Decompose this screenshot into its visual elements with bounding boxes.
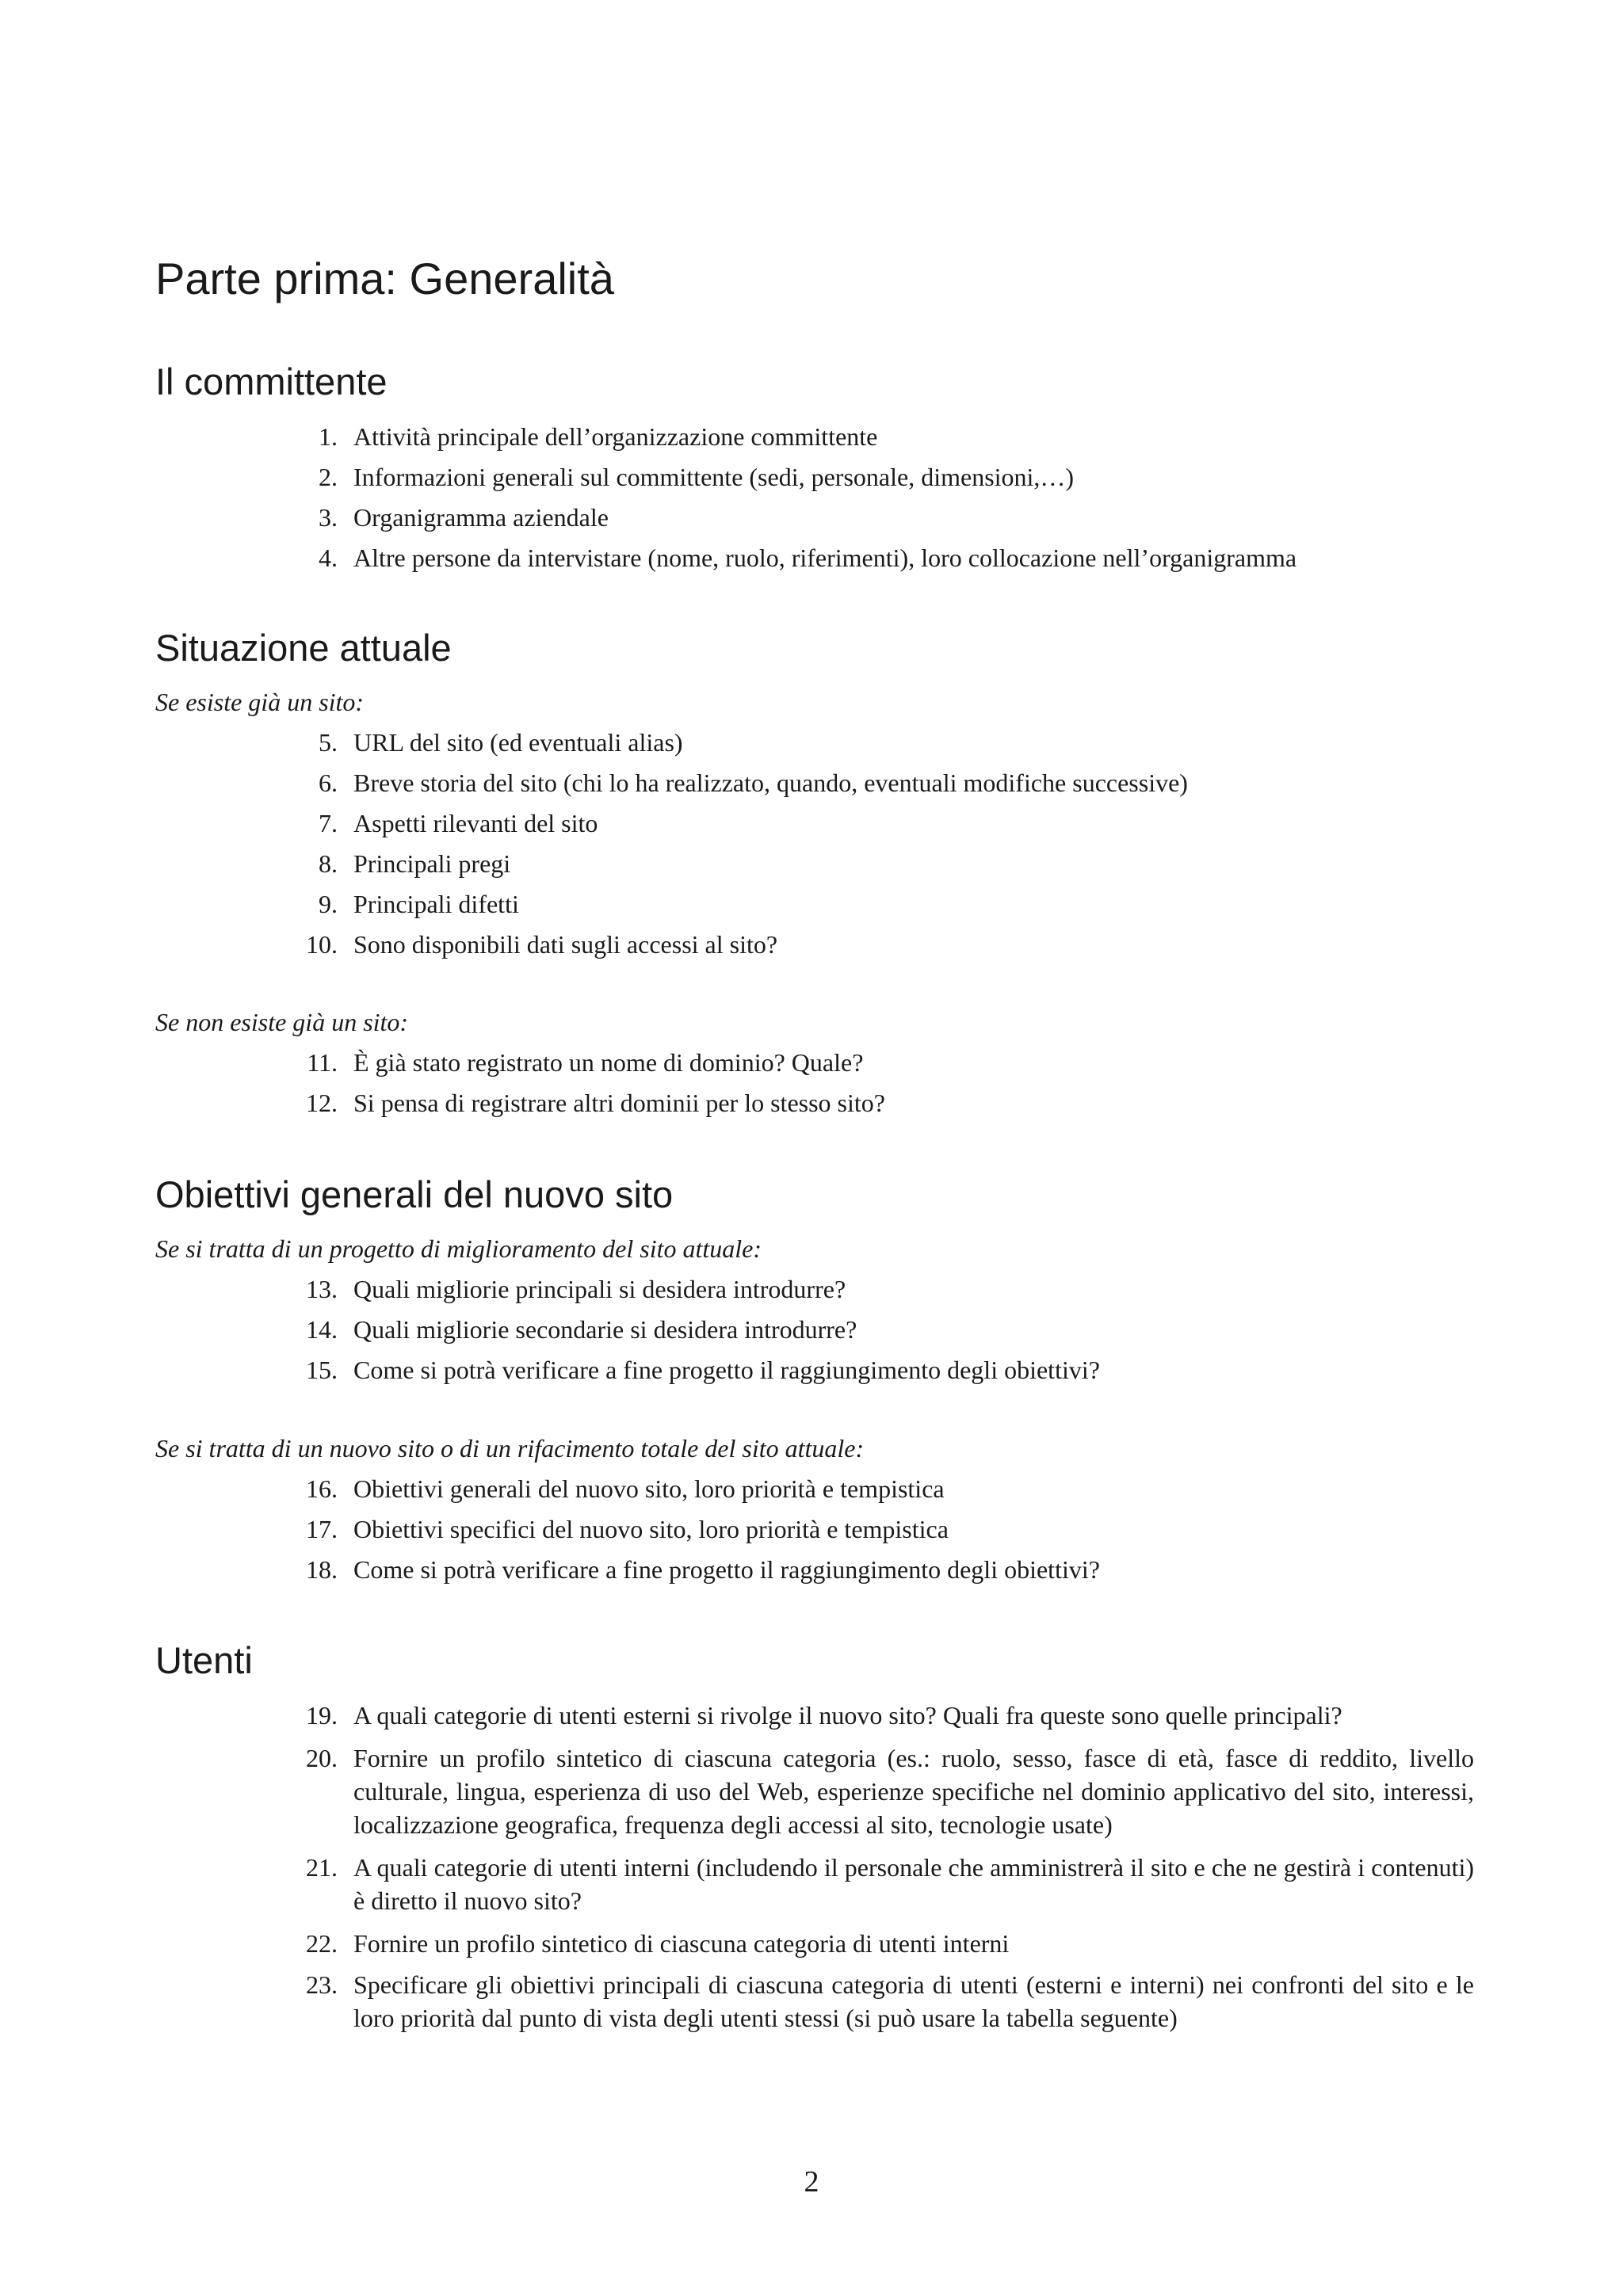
item-text: Principali difetti <box>353 890 519 918</box>
item-text: Quali migliorie principali si desidera introdurre? <box>353 1275 846 1303</box>
item-text: Si pensa di registrare altri dominii per lo stesso sito? <box>353 1089 885 1117</box>
item-number: 12. <box>306 1089 338 1117</box>
list-item <box>269 1472 1474 1505</box>
item-number: 17. <box>306 1515 338 1543</box>
item-number: 13. <box>306 1275 338 1303</box>
list-item <box>269 1272 1474 1306</box>
item-number: 8. <box>319 849 338 878</box>
item-text: Obiettivi generali del nuovo sito, loro priorità e tempistica <box>353 1474 945 1503</box>
section-heading-committente: Il committente <box>155 360 388 402</box>
list-item <box>269 460 1474 494</box>
list-item <box>269 1512 1474 1546</box>
list-item <box>269 807 1474 840</box>
list-item <box>269 1086 1474 1119</box>
section-heading-situazione: Situazione attuale <box>155 627 452 669</box>
item-text: Aspetti rilevanti del sito <box>353 809 598 837</box>
item-text: È già stato registrato un nome di dominio? Quale? <box>353 1048 864 1077</box>
list-item <box>269 1353 1474 1386</box>
item-text: URL del sito (ed eventuali alias) <box>353 728 683 757</box>
condition-label: Se si tratta di un nuovo sito o di un rifacimento totale del sito attuale: <box>155 1434 865 1463</box>
item-number: 3. <box>319 503 338 532</box>
item-text: Breve storia del sito (chi lo ha realizzato, quando, eventuali modifiche successive) <box>353 769 1188 797</box>
list-item <box>269 1851 1474 1917</box>
item-text: Organigramma aziendale <box>353 503 609 532</box>
item-text: A quali categorie di utenti interni (includendo il personale che amministrerà il sito e che ne gestirà i contenuti) è diretto il nuovo sito? <box>353 1853 1474 1915</box>
item-number: 14. <box>306 1315 338 1344</box>
item-number: 21. <box>306 1853 338 1882</box>
item-number: 19. <box>306 1701 338 1730</box>
list-item <box>269 726 1474 759</box>
condition-label: Se non esiste già un sito: <box>155 1008 409 1036</box>
item-number: 16. <box>306 1474 338 1503</box>
list-item <box>269 847 1474 880</box>
list-item <box>269 887 1474 921</box>
item-text: Come si potrà verificare a fine progetto il raggiungimento degli obiettivi? <box>353 1555 1100 1584</box>
item-number: 6. <box>319 769 338 797</box>
item-text: Attività principale dell’organizzazione committente <box>353 422 878 451</box>
list-item <box>269 1553 1474 1586</box>
item-text: Fornire un profilo sintetico di ciascuna categoria (es.: ruolo, sesso, fasce di età, fasce di reddito, livello culturale, lingua, esperienza di uso del Web, esperienze specifiche nel dominio applicativo del sito, interessi, localizzazione geografica, frequenza degli accessi al sito, tecnologie usate) <box>353 1744 1474 1839</box>
condition-label: Se esiste già un sito: <box>155 688 365 716</box>
section-heading-obiettivi: Obiettivi generali del nuovo sito <box>155 1173 674 1215</box>
list-item <box>269 1046 1474 1079</box>
item-number: 20. <box>306 1744 338 1772</box>
condition-label: Se si tratta di un progetto di miglioramento del sito attuale: <box>155 1234 762 1263</box>
list-item <box>269 1927 1474 1960</box>
item-text: Come si potrà verificare a fine progetto il raggiungimento degli obiettivi? <box>353 1356 1100 1384</box>
item-text: Quali migliorie secondarie si desidera introdurre? <box>353 1315 857 1344</box>
item-number: 18. <box>306 1555 338 1584</box>
list-item <box>269 1741 1474 1841</box>
item-number: 22. <box>306 1929 338 1958</box>
item-text: Specificare gli obiettivi principali di ciascuna categoria di utenti (esterni e interni) nei confronti del sito e le loro priorità dal punto di vista degli utenti stessi (si può usare la tabella seguente) <box>353 1970 1474 2032</box>
item-text: Informazioni generali sul committente (sedi, personale, dimensioni,…) <box>353 463 1075 491</box>
list-item <box>269 766 1474 799</box>
list-item <box>269 1699 1474 1732</box>
item-text: Fornire un profilo sintetico di ciascuna categoria di utenti interni <box>353 1929 1010 1958</box>
section-heading-utenti: Utenti <box>155 1639 253 1681</box>
list-item <box>269 541 1474 574</box>
item-number: 11. <box>307 1048 338 1077</box>
list-item <box>269 1968 1474 2035</box>
item-number: 9. <box>319 890 338 918</box>
item-text: Obiettivi specifici del nuovo sito, loro priorità e tempistica <box>353 1515 949 1543</box>
item-number: 7. <box>319 809 338 837</box>
page-number: 2 <box>804 2165 819 2199</box>
item-text: Sono disponibili dati sugli accessi al sito? <box>353 930 778 959</box>
list-item <box>269 928 1474 961</box>
item-text: A quali categorie di utenti esterni si rivolge il nuovo sito? Quali fra queste sono quelle principali? <box>353 1701 1342 1730</box>
page-title: Parte prima: Generalità <box>155 254 614 303</box>
item-number: 10. <box>306 930 338 959</box>
list-item <box>269 420 1474 453</box>
item-number: 15. <box>306 1356 338 1384</box>
list-item <box>269 1313 1474 1346</box>
item-number: 2. <box>319 463 338 491</box>
list-item <box>269 501 1474 534</box>
item-number: 5. <box>319 728 338 757</box>
item-number: 1. <box>319 422 338 451</box>
item-number: 23. <box>306 1970 338 1999</box>
item-text: Principali pregi <box>353 849 511 878</box>
item-text: Altre persone da intervistare (nome, ruolo, riferimenti), loro collocazione nell’organigramma <box>353 543 1297 572</box>
item-number: 4. <box>319 543 338 572</box>
